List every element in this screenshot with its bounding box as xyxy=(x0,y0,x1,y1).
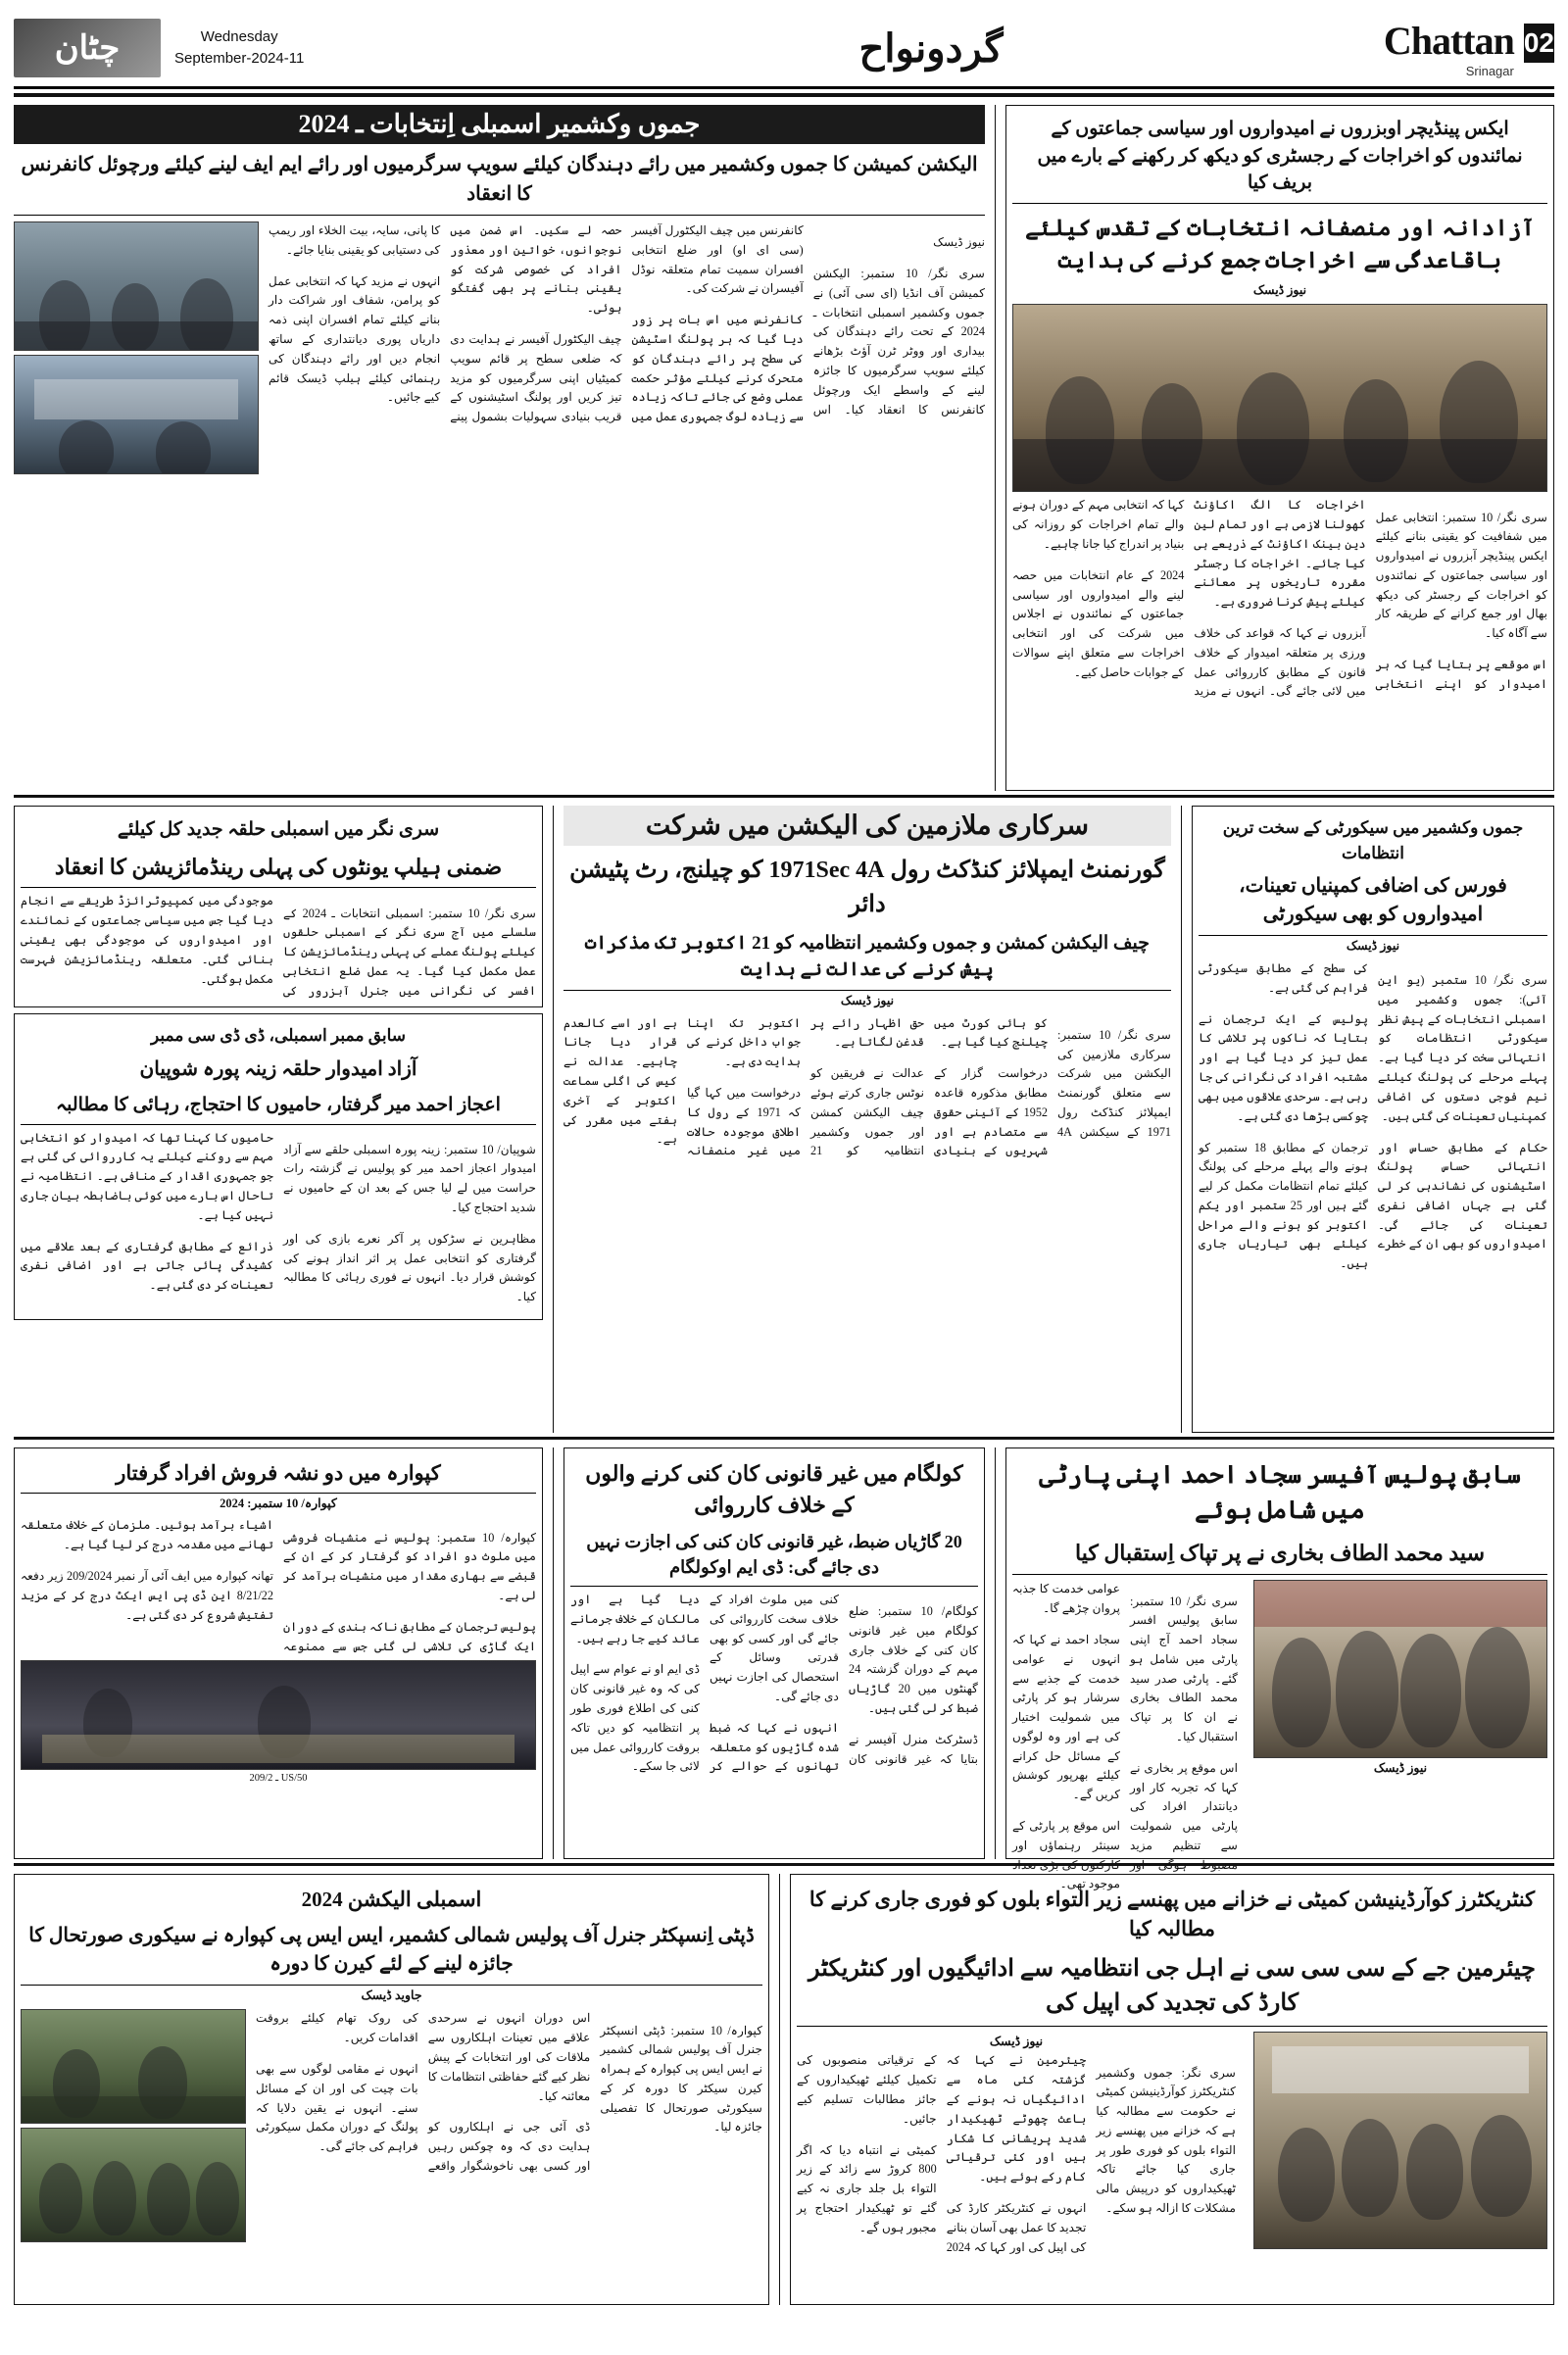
publication-city: Srinagar xyxy=(1465,64,1514,78)
paragraph: حکام کے مطابق حساس اور انتہائی حساس پولنگ اسٹیشنوں کی نشاندہی کر لی گئی ہے جہاں اضافی نفری تعینات کی جائے گی۔ امیدواروں کو بھی ان کے خطرے کی سطح کے مطابق سیکورٹی فراہم کی گئی ہے۔ xyxy=(1199,961,1547,1251)
employees-headline-1: گورنمنٹ ایمپلائز کنڈکٹ رول 1971Sec 4A کو چیلنج، رٹ پٹیشن دائر xyxy=(569,858,1165,917)
paragraph: اس موقع پر بخاری نے کہا کہ تجربہ کار اور دیانتدار افراد کی پارٹی میں شمولیت سے تنظیم مزید مضبوط ہوگی اور عوامی خدمت کا جذبہ پروان چڑھے گا۔ xyxy=(1012,1582,1238,1872)
paragraph: چیف الیکٹورل آفیسر نے ہدایت دی کہ ضلعی سطح پر قائم سویپ کمیٹیاں اپنی سرگرمیوں کو مزید تیز کریں اور پولنگ اسٹیشنوں کے قریب بنیادی سہولیات بشمول پینے کا پانی، سایہ، بیت الخلاء اور ریمپ کی دستیابی کو یقینی بنایا جائے۔ xyxy=(269,223,622,424)
contractors-photo xyxy=(1253,2032,1547,2249)
paragraph: پولیس کے ایک ترجمان نے بتایا کہ ناکوں پر تلاشی کا عمل تیز کر دیا گیا ہے اور مشتبہ افراد کی نگرانی کی جا رہی ہے۔ سرحدی علاقوں میں بھی چوکسی بڑھا دی گئی ہے۔ xyxy=(1199,1011,1368,1123)
paragraph: سری نگر/ 10 ستمبر: انتخابی عمل میں شفافیت کو یقینی بنانے کیلئے ایکس پینڈیچر آبزروں نے امیدواروں اور سیاسی جماعتوں کے نمائندوں کو اخراجات کے رجسٹر کی دیکھ بھال اور جمع کرانے کے طریقہ کار سے آگاہ کیا۔ xyxy=(1375,510,1547,641)
vertical-divider xyxy=(1181,806,1182,1433)
contractors-article xyxy=(790,1874,1554,2305)
employees-band: سرکاری ملازمین کی الیکشن میں شرکت xyxy=(564,806,1171,846)
contractors-headline: چیئرمین جے کے سی سی سی نے اہل جی انتظامیہ سے ادائیگیوں اور کنٹریکٹر کارڈ کی تجدید کی اپیل کی xyxy=(797,1948,1547,2028)
paragraph: چیئرمین نے کہا کہ گزشتہ کئی ماہ سے ادائیگیاں نہ ہونے کے باعث چھوٹے ٹھیکیدار شدید پریشانی کا شکار ہیں اور کئی ترقیاتی کام رکے ہوئے ہیں۔ xyxy=(946,2053,1087,2184)
left-column xyxy=(14,806,543,1433)
paragraph: آبزروں نے کہا کہ قواعد کی خلاف ورزی پر متعلقہ امیدوار کے خلاف قانون کے مطابق کارروائی عمل میں لائی جائے گی۔ انہوں نے مزید کہا کہ انتخابی مہم کے دوران ہونے والے تمام اخراجات کو روزانہ کی بنیاد پر اندراج کیا جانا چاہیے۔ xyxy=(1012,498,1366,699)
expenditure-article xyxy=(1005,105,1554,791)
paragraph: سری نگر/ 10 ستمبر: الیکشن کمیشن آف انڈیا (ای سی آئی) نے جموں وکشمیر اسمبلی انتخابات ـ 2024 کے تحت رائے دہندگان کی بیداری اور ووٹر ٹرن آؤٹ بڑھانے کیلئے سویپ سرگرمیوں کا جائزہ لینے کے واسطے ایک ورچوئل کانفرنس کا انعقاد کیا۔ اس کانفرنس میں چیف الیکٹورل آفیسر (سی ای او) اور ضلع انتخابی افسران سمیت تمام متعلقہ نوڈل آفیسران نے شرکت کی۔ xyxy=(631,223,985,417)
lead-band: جموں وکشمیر اسمبلی اِنتخابات ـ 2024 xyxy=(14,105,985,144)
page-number: 02 xyxy=(1524,24,1554,63)
paragraph: انہوں نے مقامی لوگوں سے بھی بات چیت کی اور ان کے مسائل سنے۔ انہوں نے یقین دلایا کہ پولنگ کے دوران مکمل سیکورٹی فراہم کی جائے گی۔ xyxy=(256,2062,418,2154)
paragraph: ڈی آئی جی نے اہلکاروں کو ہدایت دی کہ وہ چوکس رہیں اور کسی بھی ناخوشگوار واقعے کی روک تھام کیلئے بروقت اقدامات کریں۔ xyxy=(256,2011,591,2173)
paragraph: سری نگر/ 10 ستمبر: اسمبلی انتخابات ـ 2024 کے سلسلے میں آج سری نگر کے اسمبلی حلقوں کیلئے پولنگ عملے کی پہلی رینڈمائزیشن کا عمل مکمل کیا گیا۔ یہ عمل ضلع انتخابی افسر کی نگرانی میں جنرل آبزرور کی موجودگی میں کمپیوٹرائزڈ طریقے سے انجام دیا گیا جس میں سیاسی جماعتوں کے نمائندے اور امیدواروں کی موجودگی بھی یقینی بنائی گئی۔ متعلقہ رینڈمائزیشن فہرست مکمل ہوگئی۔ xyxy=(21,894,536,998)
date-block xyxy=(174,26,304,71)
paragraph: پولیس ترجمان کے مطابق ناکہ بندی کے دوران ایک گاڑی کی تلاشی لی گئی جس سے ممنوعہ اشیاء برآمد ہوئیں۔ ملزمان کے خلاف متعلقہ تھانے میں مقدمہ درج کر لیا گیا ہے۔ xyxy=(21,1518,536,1653)
party-join-body xyxy=(1012,1580,1244,1894)
lead-body xyxy=(269,221,985,474)
paragraph: 2024 کے عام انتخابات میں حصہ لینے والے امیدواروں اور سیاسی جماعتوں کے نمائندوں نے اجلاس میں شرکت کی اور انتخابی اخراجات سے متعلق اپنے سوالات کے جوابات حاصل کیے۔ xyxy=(1012,567,1185,679)
top-section xyxy=(14,105,1554,791)
security-body xyxy=(1199,959,1547,1274)
helpdesk-headline: سری نگر میں اسمبلی حلقہ جدید کل کیلئے xyxy=(117,819,440,840)
paragraph: مظاہرین نے سڑکوں پر آکر نعرے بازی کی اور گرفتاری کو انتخابی عمل پر اثر انداز ہونے کی کوشش قرار دیا۔ انہوں نے فوری رہائی کا مطالبہ کیا۔ xyxy=(283,1231,536,1304)
party-join-headline: سابق پولیس آفیسر سجاد احمد اپنی پارٹی میں شامل ہوئے xyxy=(1039,1462,1521,1525)
date: 11-September-2024 xyxy=(174,50,305,67)
paragraph: اس موقع پر پارٹی کے سینئر رہنماؤں اور کارکنوں کی بڑی تعداد موجود تھی۔ xyxy=(1012,1819,1120,1891)
contractors-dateline: نیوز ڈیسک xyxy=(989,2035,1044,2049)
paragraph: سری نگر/ 10 ستمبر: سرکاری ملازمین کی الیکشن میں شرکت سے متعلق گورنمنٹ ایمپلائز کنڈکٹ رول 1971 کے سیکشن 4A کو ہائی کورٹ میں چیلنج کیا گیا ہے۔ xyxy=(934,1015,1171,1139)
section-title-text: گردونواح xyxy=(858,25,1004,71)
candidate-sub: آزاد امیدوار حلقہ زینہ پورہ شوپیان xyxy=(139,1057,417,1080)
paragraph: درخواست میں کہا گیا کہ 1971 کے رول کا اطلاق موجودہ حالات میں غیر منصفانہ ہے اور اسے کالعدم قرار دیا جانا چاہیے۔ عدالت نے کیس کی اگلی سماعت اکتوبر کے آخری ہفتے میں مقرر کی ہے۔ xyxy=(564,1015,801,1158)
dig-visit-photo-top xyxy=(21,2009,246,2124)
drug-arrest-dateline: کپوارہ/ 10 ستمبر: 2024 xyxy=(220,1496,337,1511)
party-join-dateline: نیوز ڈیسک xyxy=(1373,1761,1428,1776)
helpdesk-article xyxy=(14,806,543,1007)
paragraph: انہوں نے مزید کہا کہ انتخابی عمل کو پرامن، شفاف اور شراکت دار بنانے کیلئے تمام افسران اپنی ذمہ داریاں پوری دیانتداری کے ساتھ انجام دیں اور رائے دہندگان کی رہنمائی کیلئے ہیلپ ڈیسک قائم کیے جائیں۔ xyxy=(269,273,441,405)
paragraph: سری نگر/ 10 ستمبر (یو این آئی): جموں وکشمیر میں اسمبلی انتخابات کے پیش نظر سیکورٹی انتظامات کو انتہائی سخت کر دیا گیا ہے۔ پہلے مرحلے کی پولنگ کیلئے نیم فوجی دستوں کی اضافی کمپنیاں تعینات کی گئی ہیں۔ xyxy=(1378,973,1547,1123)
masthead xyxy=(14,10,1554,89)
paragraph: کپوارہ/ 10 ستمبر: پولیس نے منشیات فروشی میں ملوث دو افراد کو گرفتار کر کے ان کے قبضے سے بھاری مقدار میں منشیات برآمد کر لی ہے۔ xyxy=(283,1530,537,1602)
paragraph: کپوارہ/ 10 ستمبر: ڈپٹی انسپکٹر جنرل آف پولیس شمالی کشمیر نے ایس ایس پی کپوارہ کے ہمراہ کیرن سیکٹر کا دورہ کر کے سیکورٹی صورتحال کا تفصیلی جائزہ لیا۔ xyxy=(600,2023,762,2134)
paragraph: سری نگر/ 10 ستمبر: سابق پولیس افسر سجاد احمد آج اپنی پارٹی میں شامل ہو گئے۔ پارٹی صدر سید محمد الطاف بخاری نے ان کا پر تپاک استقبال کیا۔ xyxy=(1130,1594,1238,1743)
expenditure-dateline: نیوز ڈیسک xyxy=(1252,283,1307,298)
paragraph: کانفرنس میں اس بات پر زور دیا گیا کہ ہر پولنگ اسٹیشن کی سطح پر رائے دہندگان کو متحرک کرنے کیلئے مؤثر حکمت عملی وضع کی جائے تاکہ زیادہ سے زیادہ لوگ جمہوری عمل میں حصہ لے سکیں۔ اس ضمن میں نوجوانوں، خواتین اور معذور افراد کی خصوصی شرکت کو یقینی بنانے پر بھی گفتگو ہوئی۔ xyxy=(450,223,804,424)
drug-arrest-body xyxy=(21,1516,536,1656)
paragraph: کمیٹی نے انتباہ دیا کہ اگر 800 کروڑ سے زائد کے زیر التواء بل جلد جاری نہ کیے گئے تو ٹھیکیدار احتجاج پر مجبور ہوں گے۔ xyxy=(797,2142,937,2234)
lead-article xyxy=(14,105,985,791)
party-join-photo xyxy=(1253,1580,1547,1758)
middle-section xyxy=(14,806,1554,1433)
paragraph: شوپیان/ 10 ستمبر: زینہ پورہ اسمبلی حلقے سے آزاد امیدوار اعجاز احمد میر کو پولیس نے گزشتہ رات حراست میں لے لیا جس کے بعد ان کے حامیوں نے شدید احتجاج کیا۔ xyxy=(283,1142,536,1214)
employees-body xyxy=(564,1014,1171,1162)
drug-arrest-article xyxy=(14,1447,543,1859)
mining-subhead: 20 گاڑیاں ضبط، غیر قانونی کان کنی کی اجازت نہیں دی جائے گی: ڈی ایم اوکولگام xyxy=(570,1525,978,1587)
paragraph: عدالت نے فریقین کو نوٹس جاری کرتے ہوئے چیف الیکشن کمشن اور جموں وکشمیر انتظامیہ کو 21 اکتوبر تک اپنا جواب داخل کرنے کی ہدایت دی ہے۔ xyxy=(687,1015,924,1158)
paragraph: سری نگر: جموں وکشمیر کنٹریکٹرز کوآرڈینیشن کمیٹی نے حکومت سے مطالبہ کیا ہے کہ خزانے میں پھنسے زیر التواء بلوں کو فوری طور پر جاری کیا جائے تاکہ ٹھیکیداروں کو درپیش مالی مشکلات کا ازالہ ہو سکے۔ xyxy=(1096,2065,1236,2216)
helpdesk-body xyxy=(21,892,536,1001)
paragraph: نیوز ڈیسک xyxy=(933,235,985,250)
dig-visit-dateline: جاوید ڈیسک xyxy=(361,1988,422,2003)
dig-visit-article xyxy=(14,1874,769,2305)
candidate-body xyxy=(21,1129,536,1314)
paragraph: تھانہ کپوارہ میں ایف آئی آر نمبر 209/2024 زیر دفعہ 8/21/22 این ڈی پی ایس ایکٹ درج کر کے مزید تفتیش شروع کر دی گئی ہے۔ xyxy=(21,1569,273,1622)
mining-article xyxy=(564,1447,985,1859)
candidate-arrest-article xyxy=(14,1013,543,1320)
paragraph: انہوں نے کہا کہ ضبط شدہ گاڑیوں کو متعلقہ تھانوں کے حوالے کر دیا گیا ہے اور مالکان کے خلاف جرمانے عائد کیے جا رہے ہیں۔ xyxy=(570,1592,839,1774)
contractors-body xyxy=(797,2051,1236,2257)
drug-arrest-caption: US/50 ـ 209/2 xyxy=(249,1773,308,1785)
security-dateline: نیوز ڈیسک xyxy=(1346,939,1400,953)
paragraph: انہوں نے کنٹریکٹر کارڈ کی تجدید کا عمل بھی آسان بنانے کی اپیل کی اور کہا کہ 2024 کے ترقیاتی منصوبوں کی تکمیل کیلئے ٹھیکیداروں کے جائز مطالبات تسلیم کیے جائیں۔ xyxy=(797,2053,1087,2254)
paragraph: ذرائع کے مطابق گرفتاری کے بعد علاقے میں کشیدگی پائی جاتی ہے اور اضافی نفری تعینات کر دی گئی ہے۔ xyxy=(21,1239,273,1293)
paragraph: درخواست گزار کے مطابق مذکورہ قاعدہ 1952 کے آئینی حقوق سے متصادم ہے اور شہریوں کے بنیادی حق اظہار رائے پر قدغن لگاتا ہے۔ xyxy=(810,1015,1048,1158)
security-headline: فورس کی اضافی کمپنیاں تعینات، امیدواروں کو بھی سیکورٹی xyxy=(1199,868,1547,936)
vertical-divider xyxy=(553,806,554,1433)
masthead-right xyxy=(14,10,425,86)
dig-visit-body xyxy=(256,2009,762,2242)
third-section xyxy=(14,1447,1554,1891)
lead-photo-top xyxy=(14,221,259,351)
vertical-divider xyxy=(779,1874,780,2305)
vertical-divider xyxy=(995,105,996,791)
drug-arrest-headline: کپوارہ میں دو نشہ فروش افراد گرفتار xyxy=(21,1454,536,1494)
paragraph: سجاد احمد نے کہا کہ انہوں نے عوامی خدمت کے جذبے سے سرشار ہو کر پارٹی میں شمولیت اختیار کی ہے اور وہ لوگوں کے مسائل حل کرانے کیلئے بھرپور کوشش کریں گے۔ xyxy=(1012,1633,1120,1802)
masthead-section-title xyxy=(425,10,1437,86)
lead-photo-stack xyxy=(14,221,259,474)
party-join-subhead: سید محمد الطاف بخاری نے پر تپاک اِستقبال کیا xyxy=(1012,1534,1547,1576)
contractors-kicker: کنٹریکٹرز کوآرڈینیشن کمیٹی نے خزانے میں پھنسے زیر التواء بلوں کو فوری جاری کرنے کا مطالبہ کیا xyxy=(808,1888,1536,1941)
helpdesk-subhead: ضمنی ہیلپ یونٹوں کی پہلی رینڈمائزیشن کا انعقاد xyxy=(21,848,536,889)
expenditure-photo xyxy=(1012,304,1547,492)
dig-visit-kicker: اسمبلی الیکشن 2024 xyxy=(301,1888,482,1911)
paragraph: ڈسٹرکٹ منرل آفیسر نے بتایا کہ غیر قانونی کان کنی میں ملوث افراد کے خلاف سخت کارروائی کی جائے گی اور کسی کو بھی قدرتی وسائل کے استحصال کی اجازت نہیں دی جائے گی۔ xyxy=(710,1592,978,1766)
section-rule-2 xyxy=(14,1437,1554,1440)
masthead-rule xyxy=(14,93,1554,97)
vertical-divider xyxy=(553,1447,554,1859)
candidate-kicker: سابق ممبر اسمبلی، ڈی ڈی سی ممبر xyxy=(150,1026,407,1046)
paragraph: ڈی ایم او نے عوام سے اپیل کی کہ وہ غیر قانونی کان کنی کی اطلاع فوری طور پر انتظامیہ کو دیں تاکہ بروقت کارروائی عمل میں لائی جا سکے۔ xyxy=(570,1662,700,1774)
expenditure-kicker: ایکس پینڈیچر اوبزروں نے امیدواروں اور سیاسی جماعتوں کے نمائندوں کو اخراجات کے رجسٹری کو دیکھ کر رکھنے کے بارے میں بریف کیا xyxy=(1012,112,1547,204)
party-join-article xyxy=(1005,1447,1554,1891)
candidate-headline: اعجاز احمد میر گرفتار، حامیوں کا احتجاج، رہائی کا مطالبہ xyxy=(21,1088,536,1125)
section-rule-1 xyxy=(14,795,1554,798)
paragraph: حامیوں کا کہنا تھا کہ امیدوار کو انتخابی مہم سے روکنے کیلئے یہ کارروائی کی گئی ہے جو جمہوری اقدار کے منافی ہے۔ انتظامیہ نے تاحال اس بارے میں کوئی باضابطہ بیان جاری نہیں کیا ہے۔ xyxy=(21,1130,273,1222)
lead-subhead: الیکشن کمیشن کا جموں وکشمیر میں رائے دہندگان کیلئے سویپ سرگرمیوں اور رائے ایم ایف لینے کیلئے ورچوئل کانفرنس کا انعقاد xyxy=(14,144,985,216)
mining-headline: کولگام میں غیر قانونی کان کنی کرنے والوں کے خلاف کارروائی xyxy=(585,1461,963,1517)
expenditure-headline: آزادانہ اور منصفانہ انتخابات کے تقدس کیلئے باقاعدگی سے اخراجات جمع کرنے کی ہدایت xyxy=(1025,215,1535,272)
weekday: Wednesday xyxy=(200,27,278,45)
masthead-left xyxy=(1383,10,1554,86)
paragraph: کولگام/ 10 ستمبر: ضلع کولگام میں غیر قانونی کان کنی کے خلاف جاری مہم کے دوران گزشتہ 24 گھنٹوں میں 20 گاڑیاں ضبط کر لی گئی ہیں۔ xyxy=(849,1604,979,1715)
bottom-section xyxy=(14,1874,1554,2305)
drug-arrest-photo xyxy=(21,1660,536,1770)
security-article xyxy=(1192,806,1554,1433)
paragraph: ترجمان کے مطابق 18 ستمبر کو ہونے والے پہلے مرحلے کی پولنگ کیلئے تمام انتظامات مکمل کر لیے گئے ہیں اور 25 ستمبر اور یکم اکتوبر کو ہونے والے مراحل کیلئے بھی تیاریاں جاری ہیں۔ xyxy=(1199,1140,1368,1271)
vertical-divider xyxy=(995,1447,996,1859)
expenditure-body xyxy=(1012,496,1547,702)
brand-mark xyxy=(14,19,161,77)
dig-visit-headline: ڈپٹی اِنسپکٹر جنرل آف پولیس شمالی کشمیر، ایس ایس پی کپوارہ نے سیکوری صورتحال کا جائزہ لینے کے لئے کیرن کا دورہ xyxy=(21,1918,762,1986)
paragraph: اس موقعے پر بتایا گیا کہ ہر امیدوار کو اپنے انتخابی اخراجات کا الگ اکاؤنٹ کھولنا لازمی ہے اور تمام لین دین بینک اکاؤنٹ کے ذریعے ہی کیا جائے۔ اخراجات کا رجسٹر مقررہ تاریخوں پر معائنے کیلئے پیش کرنا ضروری ہے۔ xyxy=(1194,498,1547,691)
employees-article xyxy=(564,806,1171,1433)
employees-headline-2: چیف الیکشن کمشن و جموں وکشمیر انتظامیہ کو 21 اکتوبر تک مذکرات پیش کرنے کی عدالت نے ہدایت xyxy=(564,926,1171,991)
brand-urdu-text: چٹان xyxy=(54,30,121,67)
dig-visit-photo-bottom xyxy=(21,2128,246,2242)
mining-body xyxy=(570,1591,978,1779)
security-kicker: جموں وکشمیر میں سیکورٹی کے سخت ترین انتظامات xyxy=(1222,818,1524,862)
lead-photo-bottom xyxy=(14,355,259,474)
employees-dateline: نیوز ڈیسک xyxy=(840,993,895,1007)
paragraph: اس دوران انہوں نے سرحدی علاقے میں تعینات اہلکاروں سے ملاقات کی اور انتخابات کے پیش نظر کیے گئے حفاظتی انتظامات کا معائنہ کیا۔ xyxy=(427,2011,591,2103)
publication-logo: Chattan xyxy=(1383,19,1514,63)
